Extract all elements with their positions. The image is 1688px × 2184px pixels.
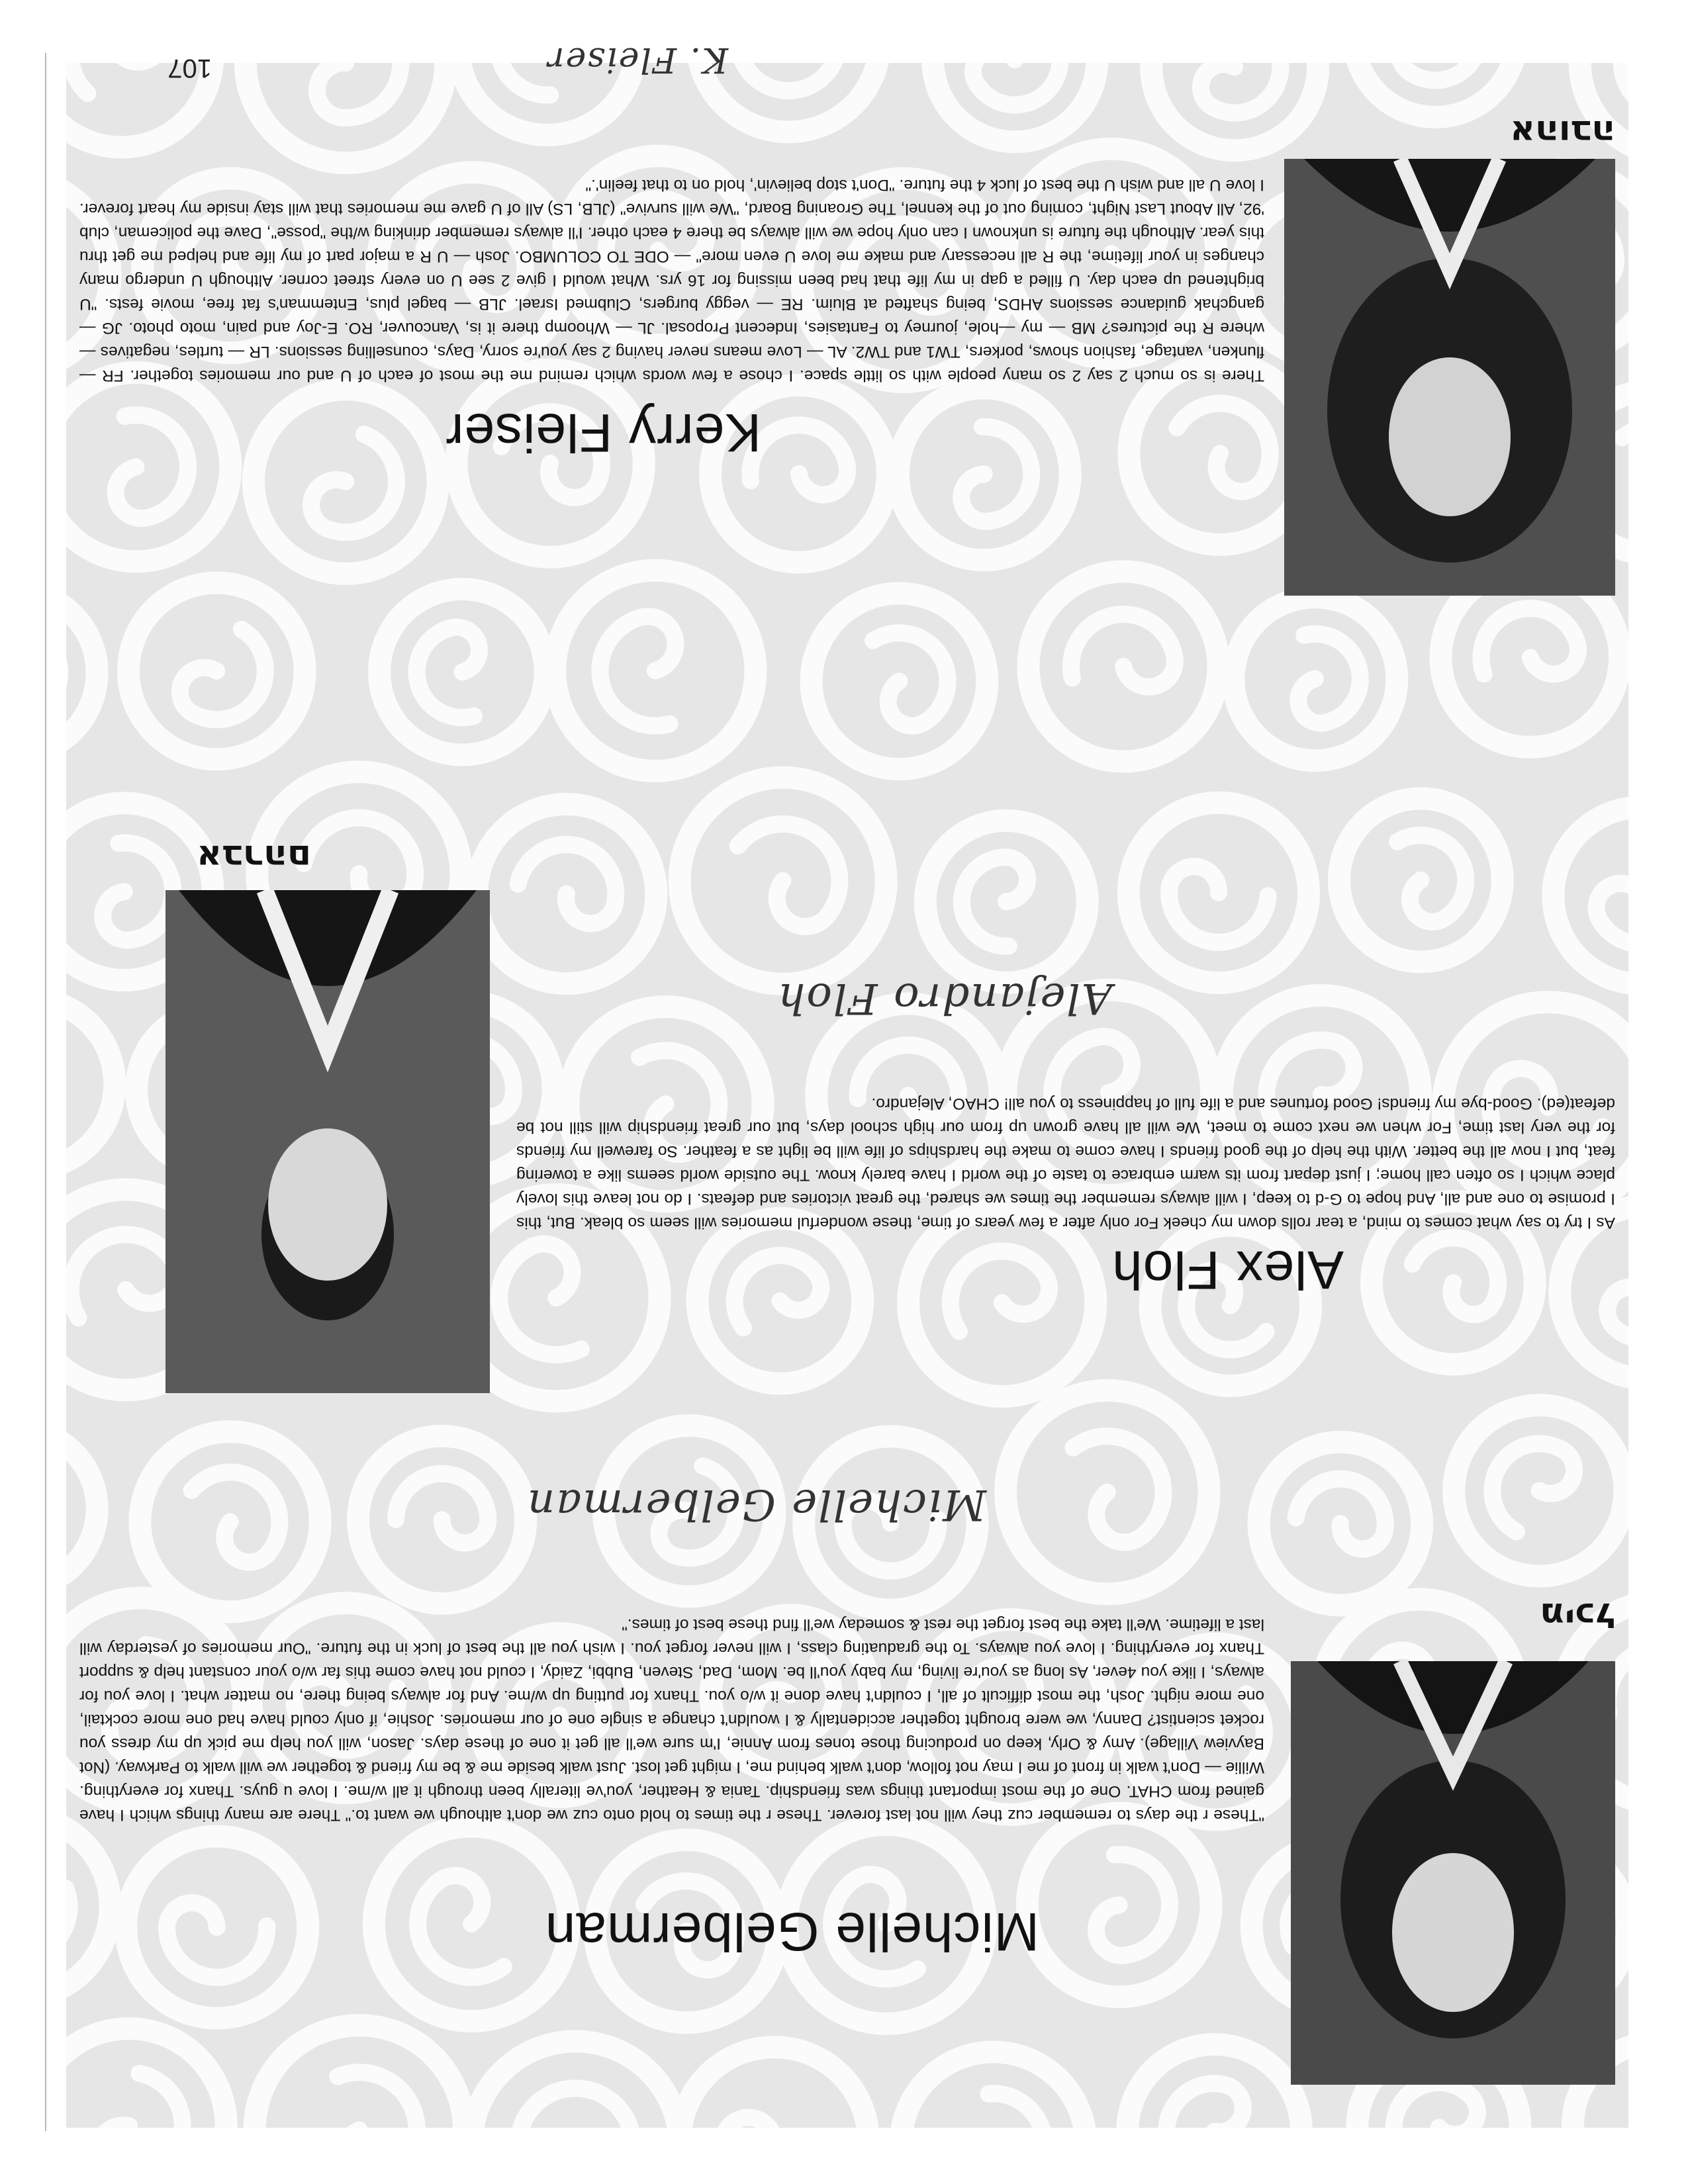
rose-swirl bbox=[1151, 63, 1318, 150]
rose-swirl bbox=[925, 821, 1088, 983]
rose-swirl bbox=[1339, 798, 1503, 962]
rose-swirl bbox=[66, 2028, 226, 2128]
rose-swirl bbox=[908, 1209, 1096, 1396]
rose-swirl bbox=[1127, 2044, 1301, 2128]
rose-swirl bbox=[1553, 807, 1628, 985]
student-bio-alex: As I try to say what comes to mind, a tear rolls down my cheek For only after a few years of time, these wonderful memories will seem so bleak. But, this I promise to one and all, And hope to G-d to keep, I will always remember the times we shared, the great victories and defeats. I do not leave this lovely place which I so often call home; I just depart from its warm embrace to taste of the world I have barely know. The outside world seems like a towering feat, but I now all the better. With the help of the good friends I have come to make the hardships of life will be light as a feather. So farewell my friends for the very last time, For when we next come to meet, We will all have grown up from our high school days, but our great friendship will still not be defeat(ed). Good-bye my friends! Good fortunes and a life full of happiness to you all! CHAO, Alejandro. bbox=[516, 1095, 1615, 1232]
rose-swirl bbox=[457, 370, 644, 557]
portrait-photo-kerry bbox=[1284, 159, 1615, 596]
rose-swirl bbox=[66, 999, 115, 1170]
rose-swirl bbox=[555, 570, 755, 771]
portrait-photo-michelle bbox=[1291, 1661, 1615, 2085]
portrait-image bbox=[1291, 1661, 1615, 2085]
rose-swirl bbox=[128, 583, 305, 760]
rose-swirl bbox=[66, 1815, 111, 1998]
rose-swirl bbox=[66, 590, 97, 756]
student-name-alex: Alex Floh bbox=[1111, 1240, 1344, 1300]
rose-swirl bbox=[477, 804, 656, 983]
student-name-michelle: Michelle Gelberman bbox=[544, 1901, 1039, 1962]
rose-swirl bbox=[1129, 803, 1309, 983]
rose-swirl bbox=[255, 2025, 464, 2128]
rose-swirl bbox=[246, 63, 446, 163]
hebrew-name-alex: אברהם bbox=[197, 837, 311, 877]
rose-swirl bbox=[1259, 1442, 1423, 1606]
signature-kerry: K. Fleiser bbox=[546, 40, 728, 79]
rose-swirl bbox=[1454, 1405, 1624, 1576]
rose-swirl bbox=[140, 1432, 320, 1612]
rose-swirl bbox=[901, 2052, 1086, 2128]
rose-swirl bbox=[680, 2047, 868, 2128]
scan-edge-line bbox=[45, 53, 46, 2131]
page-number: 107 bbox=[167, 54, 212, 83]
rose-swirl bbox=[812, 594, 988, 770]
rose-swirl bbox=[898, 388, 1070, 560]
portrait-image bbox=[165, 890, 490, 1393]
rose-swirl bbox=[374, 1827, 569, 2021]
rose-swirl bbox=[933, 63, 1097, 142]
rose-swirl bbox=[358, 1436, 526, 1604]
rose-swirl bbox=[126, 1836, 308, 2018]
rose-swirl bbox=[1006, 1390, 1209, 1594]
rose-swirl bbox=[1233, 597, 1397, 760]
portrait-photo-alex bbox=[165, 890, 490, 1393]
rose-swirl bbox=[471, 2041, 680, 2128]
rose-swirl bbox=[379, 589, 545, 755]
student-name-kerry: Kerry Fleiser bbox=[445, 402, 761, 463]
student-bio-kerry: There is so much 2 say 2 so many people with so little space. I chose a few words which remind me the most of each of U and our memories together. FR — flunken, vantage, fashion shows, porkers, TW1 and TW2. AL — Love means never having 2 say you're sorry, Days, counselling sessions. LR — turtles, negatives — where R the pictures? MB — my —hole, journey to Fantasies, Indecent Proposal. JL — Whoomp there it is, Vancouver, RO. E-Joy and pain, moto photo. JG — gangchak guidance sessions AHDS, being shafted at Bluim. RE — veggy burgers, Clubmed Israel. JLB — bagel plus, Entemman's fat free, movie fests. "U brightened up each day. U filled a gap in my life that had been missing for 16 yrs. What would I give 2 see U on every street corner. Although U undergo many changes in your lifetime, the R all necessary and make me love U even more" — ODE TO COLUMBO. Josh — U R a major part of my life and helped me get thru this year. Although the future is unknown I can only hope we will always be there 4 each other. I'll always remember drinking w/the "posse", Dave the policeman, club '92, All About Last Night, coming out of the kennel, The Groaning Board, "We will survive" (JLB, LS) All of U gave me memories that will stay inside my heart forever. I love U all and wish U the best of luck 4 the future. "Don't stop believin', hold on to that feelin'." bbox=[79, 176, 1264, 385]
signature-alex: Alejandro Floh bbox=[776, 974, 1112, 1023]
signature-michelle: Michelle Gelberman bbox=[526, 1480, 986, 1529]
rose-swirl bbox=[254, 389, 438, 574]
rose-swirl bbox=[680, 778, 886, 984]
hebrew-name-kerry: אהובה bbox=[1510, 113, 1615, 152]
rose-swirl bbox=[1354, 63, 1517, 117]
rose-swirl bbox=[1027, 1813, 1211, 1997]
rose-swirl bbox=[66, 1429, 97, 1588]
hebrew-name-michelle: מיכל bbox=[1540, 1595, 1615, 1635]
portrait-image bbox=[1284, 159, 1615, 596]
rose-swirl bbox=[66, 373, 230, 562]
rose-swirl bbox=[1028, 572, 1218, 762]
rose-swirl bbox=[698, 1218, 863, 1384]
student-bio-michelle: "These r the days to remember cuz they will not last forever. These r the times to hold onto cuz we don't although we want to." There are many things which I have gained from CHAT. One of the most important things was friendship. Tania & Heather, you've literally been through it all w/me. I love u guys. Thanx for everything. Willie — Don't walk in front of me I may not follow, don't walk behind me, I might get lost. Just walk beside me & be my friend & together we will walk to Parkway. (Not Bayview Village). Amy & Orly, keep on producing those tones from Annie, I'm sure we'll all get it one of these days. Jason, will you help me pick up my dress you rocket scientist? Danny, we were brought together accidentally & I wouldn't change a single one of our memories. Joshie, if only could have had one more cocktail, one more night. Josh, the most difficult of all, I couldn't have done it w/o you. Thanx for putting up w/me. And for always being there, no matter what. I love you for always, I like you 4ever, As long as you're living, my baby you'll be. Mom, Dad, Steven, Bubbi, Zaidy, I could not have come this far w/o your constant help & support Thanx for everything. I love you always. To the graduating class, I will never forget you. I wish you all the best of luck in the future. "Our memories of yesterday will last a lifetime. We'll take the best forget the rest & someday we'll find these best of times." bbox=[79, 1615, 1264, 1824]
